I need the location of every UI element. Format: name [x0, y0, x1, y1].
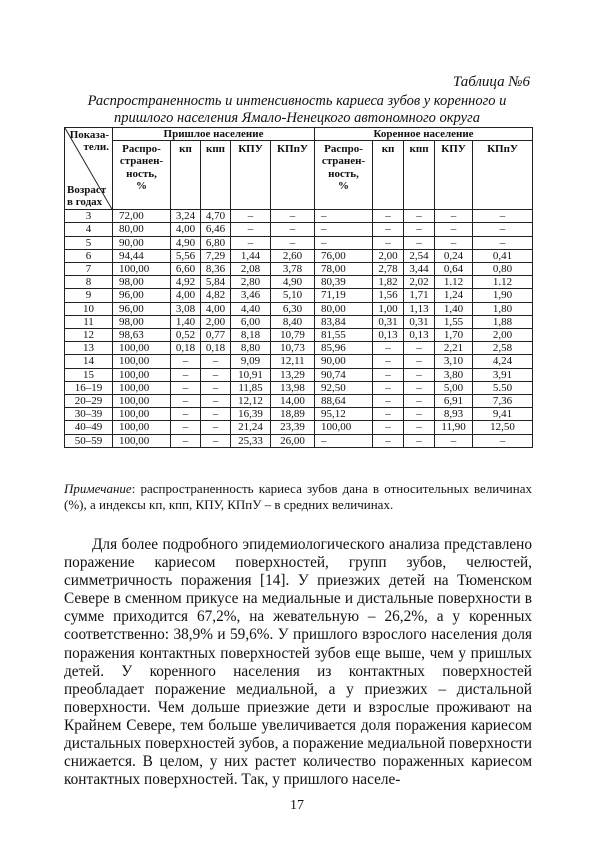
- table-cell: –: [315, 236, 373, 249]
- table-cell: –: [435, 210, 473, 223]
- body-paragraph: Для более подробного эпидемиологического анализа представлено поражение кариесом поверхностей, групп зубов, челюстей, симметричность поражения [14]. У приезжих детей на Тюменском Севере в сменном прикусе на медиальные и дистальные поверхности в сумме приходится 67,2%, на жевательную – 26,2%, а у коренных соответственно: 38,9% и 59,6%. У пришлого взрослого населения доля поражения контактных поверхностей зубов еще выше, чем у пришлых детей. У коренного населения из контактных поверхностей преобладает поражение медиальной, а у приезжих – дистальной поверхности. Чем дольше приезжие дети и взрослые проживают на Крайнем Севере, тем больше увеличивается доля поражения кариесом дистальных поверхностей зубов, а поражение медиальной поверхности снижается. В целом, у них растет количество пораженных кариесом контактных поверхностей. Так, у пришлого населе-: [64, 536, 532, 789]
- table-cell: –: [201, 395, 231, 408]
- table-cell: –: [171, 421, 201, 434]
- table-row: [65, 302, 533, 315]
- table-cell: 90,74: [315, 368, 373, 381]
- table-cell: –: [404, 408, 435, 421]
- table-cell: –: [473, 223, 533, 236]
- table-cell: 0,64: [435, 263, 473, 276]
- table-cell: 13,29: [271, 368, 315, 381]
- age-cell: 12: [65, 329, 113, 342]
- table-cell: 90,00: [315, 355, 373, 368]
- table-cell: 1,70: [435, 329, 473, 342]
- table-cell: 0,13: [373, 329, 404, 342]
- table-cell: –: [373, 395, 404, 408]
- table-cell: 5,00: [435, 381, 473, 394]
- table-cell: –: [404, 210, 435, 223]
- age-cell: 6: [65, 249, 113, 262]
- table-cell: 100,00: [113, 355, 171, 368]
- table-cell: 92,50: [315, 381, 373, 394]
- table-cell: 100,00: [113, 263, 171, 276]
- table-cell: 1,90: [473, 289, 533, 302]
- table-number: Таблица №6: [452, 74, 530, 90]
- age-cell: 5: [65, 236, 113, 249]
- table-cell: 2,00: [373, 249, 404, 262]
- table-cell: –: [404, 342, 435, 355]
- age-cell: 4: [65, 223, 113, 236]
- table-cell: –: [435, 223, 473, 236]
- table-cell: –: [404, 381, 435, 394]
- table-cell: 16,39: [231, 408, 271, 421]
- table-cell: –: [404, 395, 435, 408]
- table-cell: –: [231, 223, 271, 236]
- table-cell: 11,85: [231, 381, 271, 394]
- table-cell: 83,84: [315, 315, 373, 328]
- table-row: [65, 342, 533, 355]
- table-cell: 6,46: [201, 223, 231, 236]
- table-cell: 1,44: [231, 249, 271, 262]
- table-cell: –: [315, 223, 373, 236]
- table-cell: –: [373, 368, 404, 381]
- table-cell: 11,90: [435, 421, 473, 434]
- age-cell: 7: [65, 263, 113, 276]
- table-cell: 13,98: [271, 381, 315, 394]
- age-cell: 11: [65, 315, 113, 328]
- table-cell: –: [315, 434, 373, 447]
- table-cell: 3,46: [231, 289, 271, 302]
- table-cell: 0,18: [201, 342, 231, 355]
- table-row: [65, 249, 533, 262]
- table-cell: 96,00: [113, 302, 171, 315]
- table-cell: 1,55: [435, 315, 473, 328]
- table-group-header: [65, 128, 533, 141]
- table-row: [65, 329, 533, 342]
- table-cell: –: [271, 210, 315, 223]
- table-cell: 76,00: [315, 249, 373, 262]
- table-cell: 1,71: [404, 289, 435, 302]
- table-cell: 1,40: [435, 302, 473, 315]
- note-label: Примечание: [64, 481, 132, 496]
- table-cell: 1,56: [373, 289, 404, 302]
- table-row: [65, 223, 533, 236]
- col-header: кпп: [404, 141, 435, 210]
- table-row: [65, 210, 533, 223]
- table-cell: 2,21: [435, 342, 473, 355]
- table-cell: –: [404, 434, 435, 447]
- table-cell: 71,19: [315, 289, 373, 302]
- age-cell: 16–19: [65, 381, 113, 394]
- table-cell: –: [271, 223, 315, 236]
- table-cell: –: [201, 434, 231, 447]
- table-cell: –: [373, 355, 404, 368]
- table-cell: –: [231, 210, 271, 223]
- note-text: : распространенность кариеса зубов дана в относительных величинах (%), а индексы кп, кпп, КПУ, КПпУ – в средних величинах.: [64, 481, 532, 512]
- table-cell: 8,80: [231, 342, 271, 355]
- table-cell: 1.12: [435, 276, 473, 289]
- age-cell: 14: [65, 355, 113, 368]
- table-cell: 4,40: [231, 302, 271, 315]
- table-cell: 12,50: [473, 421, 533, 434]
- table-cell: 100,00: [113, 368, 171, 381]
- col-header: кпп: [201, 141, 231, 210]
- table-cell: 3,08: [171, 302, 201, 315]
- table-cell: 14,00: [271, 395, 315, 408]
- age-cell: 20–29: [65, 395, 113, 408]
- table-cell: 3,44: [404, 263, 435, 276]
- table-cell: –: [231, 236, 271, 249]
- table-cell: 1,40: [171, 315, 201, 328]
- table-cell: 7,36: [473, 395, 533, 408]
- table-cell: 100,00: [113, 408, 171, 421]
- table-cell: –: [373, 236, 404, 249]
- table-cell: 96,00: [113, 289, 171, 302]
- table-cell: –: [373, 223, 404, 236]
- col-header: КПпУ: [271, 141, 315, 210]
- table-row: [65, 289, 533, 302]
- col-header: КПУ: [435, 141, 473, 210]
- table-cell: 94,44: [113, 249, 171, 262]
- table-cell: 5,84: [201, 276, 231, 289]
- age-cell: 3: [65, 210, 113, 223]
- table-cell: 3,78: [271, 263, 315, 276]
- table-cell: –: [373, 434, 404, 447]
- table-cell: 0,41: [473, 249, 533, 262]
- table-cell: 8,36: [201, 263, 231, 276]
- table-cell: 6,00: [231, 315, 271, 328]
- table-row: [65, 421, 533, 434]
- table-cell: –: [373, 210, 404, 223]
- table-cell: 0,31: [404, 315, 435, 328]
- table-cell: 10,79: [271, 329, 315, 342]
- age-cell: 8: [65, 276, 113, 289]
- group-header-native: Коренное население: [315, 128, 533, 141]
- table-cell: 100,00: [113, 434, 171, 447]
- table-cell: 2,00: [473, 329, 533, 342]
- table-cell: 3,80: [435, 368, 473, 381]
- table-cell: 98,63: [113, 329, 171, 342]
- table-cell: 100,00: [113, 342, 171, 355]
- table-cell: 8,40: [271, 315, 315, 328]
- table-cell: 2,54: [404, 249, 435, 262]
- age-cell: 30–39: [65, 408, 113, 421]
- table-row: [65, 276, 533, 289]
- table-cell: 0,24: [435, 249, 473, 262]
- page-number: 17: [290, 798, 304, 813]
- table-cell: 4,00: [201, 302, 231, 315]
- table-cell: 8,93: [435, 408, 473, 421]
- table-cell: –: [271, 236, 315, 249]
- table-cell: 1,00: [373, 302, 404, 315]
- table-cell: 100,00: [315, 421, 373, 434]
- table-cell: 10,91: [231, 368, 271, 381]
- table-cell: 5.50: [473, 381, 533, 394]
- table-cell: 7,29: [201, 249, 231, 262]
- table-row: [65, 236, 533, 249]
- table-row: [65, 315, 533, 328]
- table-cell: 4,90: [271, 276, 315, 289]
- table-cell: 2,58: [473, 342, 533, 355]
- table-cell: 2,80: [231, 276, 271, 289]
- table-cell: 0,31: [373, 315, 404, 328]
- table-cell: 3,10: [435, 355, 473, 368]
- table-sub-header: [65, 141, 533, 210]
- table-cell: 1,82: [373, 276, 404, 289]
- col-header: кп: [171, 141, 201, 210]
- table-cell: 80,00: [113, 223, 171, 236]
- table-cell: 81,55: [315, 329, 373, 342]
- table-cell: –: [171, 395, 201, 408]
- table-cell: –: [473, 434, 533, 447]
- age-cell: 10: [65, 302, 113, 315]
- table-row: [65, 395, 533, 408]
- table-cell: 3,91: [473, 368, 533, 381]
- table-cell: –: [373, 342, 404, 355]
- table-cell: 9,41: [473, 408, 533, 421]
- table-cell: –: [435, 236, 473, 249]
- table-cell: 0,18: [171, 342, 201, 355]
- table-cell: 9,09: [231, 355, 271, 368]
- table-cell: 4,90: [171, 236, 201, 249]
- table-row: [65, 355, 533, 368]
- table-cell: 8,18: [231, 329, 271, 342]
- table-cell: 0,52: [171, 329, 201, 342]
- col-header: кп: [373, 141, 404, 210]
- table-cell: 90,00: [113, 236, 171, 249]
- table-cell: 23,39: [271, 421, 315, 434]
- table-cell: –: [201, 368, 231, 381]
- table-cell: 80,00: [315, 302, 373, 315]
- table-cell: 88,64: [315, 395, 373, 408]
- table-cell: 2,02: [404, 276, 435, 289]
- table-cell: 95,12: [315, 408, 373, 421]
- table-cell: 26,00: [271, 434, 315, 447]
- group-header-migrant: Пришлое население: [113, 128, 315, 141]
- table-cell: 2,08: [231, 263, 271, 276]
- table-cell: 4,82: [201, 289, 231, 302]
- table-cell: 6,91: [435, 395, 473, 408]
- table-cell: –: [171, 368, 201, 381]
- table-cell: 5,56: [171, 249, 201, 262]
- col-header: КПпУ: [473, 141, 533, 210]
- table-cell: 98,00: [113, 315, 171, 328]
- table-row: [65, 368, 533, 381]
- table-cell: 85,96: [315, 342, 373, 355]
- table-cell: –: [373, 421, 404, 434]
- table-cell: 4,92: [171, 276, 201, 289]
- table-cell: –: [473, 236, 533, 249]
- table-cell: 1,13: [404, 302, 435, 315]
- table-cell: 12,11: [271, 355, 315, 368]
- table-row: [65, 263, 533, 276]
- table-cell: 100,00: [113, 421, 171, 434]
- table-cell: 0,80: [473, 263, 533, 276]
- table-caption: Распространенность и интенсивность кариеса зубов у коренного и пришлого населения Ямало-Ненецкого автономного округа: [87, 93, 507, 126]
- col-header: КПУ: [231, 141, 271, 210]
- table-cell: 1,88: [473, 315, 533, 328]
- table-cell: –: [373, 408, 404, 421]
- table-cell: 3,24: [171, 210, 201, 223]
- table-cell: 72,00: [113, 210, 171, 223]
- table-cell: 18,89: [271, 408, 315, 421]
- table-cell: 1,24: [435, 289, 473, 302]
- table-cell: 6,60: [171, 263, 201, 276]
- table-cell: 98,00: [113, 276, 171, 289]
- table-cell: –: [171, 434, 201, 447]
- col-header: Распро- странен- ность, %: [113, 141, 171, 210]
- table-cell: 21,24: [231, 421, 271, 434]
- table-row: [65, 434, 533, 447]
- table-row: [65, 381, 533, 394]
- table-note: [64, 481, 532, 513]
- table-cell: –: [171, 408, 201, 421]
- caries-table: [64, 127, 533, 448]
- table-cell: –: [404, 421, 435, 434]
- table-cell: –: [404, 355, 435, 368]
- table-body: [65, 210, 533, 448]
- table-cell: –: [315, 210, 373, 223]
- table-cell: –: [201, 381, 231, 394]
- table-cell: 6,30: [271, 302, 315, 315]
- table-cell: 25,33: [231, 434, 271, 447]
- table-cell: 100,00: [113, 395, 171, 408]
- table-cell: 10,73: [271, 342, 315, 355]
- table-cell: 0,77: [201, 329, 231, 342]
- col-header: Распро- странен- ность, %: [315, 141, 373, 210]
- table-cell: 5,10: [271, 289, 315, 302]
- table-cell: –: [171, 381, 201, 394]
- table-cell: 1,80: [473, 302, 533, 315]
- table-cell: –: [404, 368, 435, 381]
- table-cell: 4,24: [473, 355, 533, 368]
- table-cell: –: [201, 408, 231, 421]
- age-cell: 13: [65, 342, 113, 355]
- table-cell: –: [404, 236, 435, 249]
- table-cell: –: [473, 210, 533, 223]
- table-cell: –: [201, 355, 231, 368]
- table-cell: –: [171, 355, 201, 368]
- table-cell: –: [404, 223, 435, 236]
- age-cell: 15: [65, 368, 113, 381]
- table-corner-header: [65, 128, 113, 210]
- table-cell: 4,70: [201, 210, 231, 223]
- table-cell: 78,00: [315, 263, 373, 276]
- table-cell: 80,39: [315, 276, 373, 289]
- age-cell: 50–59: [65, 434, 113, 447]
- corner-label-age: Возраст в годах: [67, 183, 107, 208]
- table-cell: –: [201, 421, 231, 434]
- table-cell: 2,00: [201, 315, 231, 328]
- table-cell: 4,00: [171, 289, 201, 302]
- corner-label-indicators: Показа- тели.: [69, 129, 109, 154]
- table-row: [65, 408, 533, 421]
- table-cell: 12,12: [231, 395, 271, 408]
- table-cell: –: [435, 434, 473, 447]
- table-cell: 1.12: [473, 276, 533, 289]
- age-cell: 40–49: [65, 421, 113, 434]
- table-cell: 4,00: [171, 223, 201, 236]
- table-cell: 2,60: [271, 249, 315, 262]
- table-cell: 100,00: [113, 381, 171, 394]
- table-cell: 2,78: [373, 263, 404, 276]
- table-cell: 6,80: [201, 236, 231, 249]
- table-cell: –: [373, 381, 404, 394]
- table-cell: 0,13: [404, 329, 435, 342]
- age-cell: 9: [65, 289, 113, 302]
